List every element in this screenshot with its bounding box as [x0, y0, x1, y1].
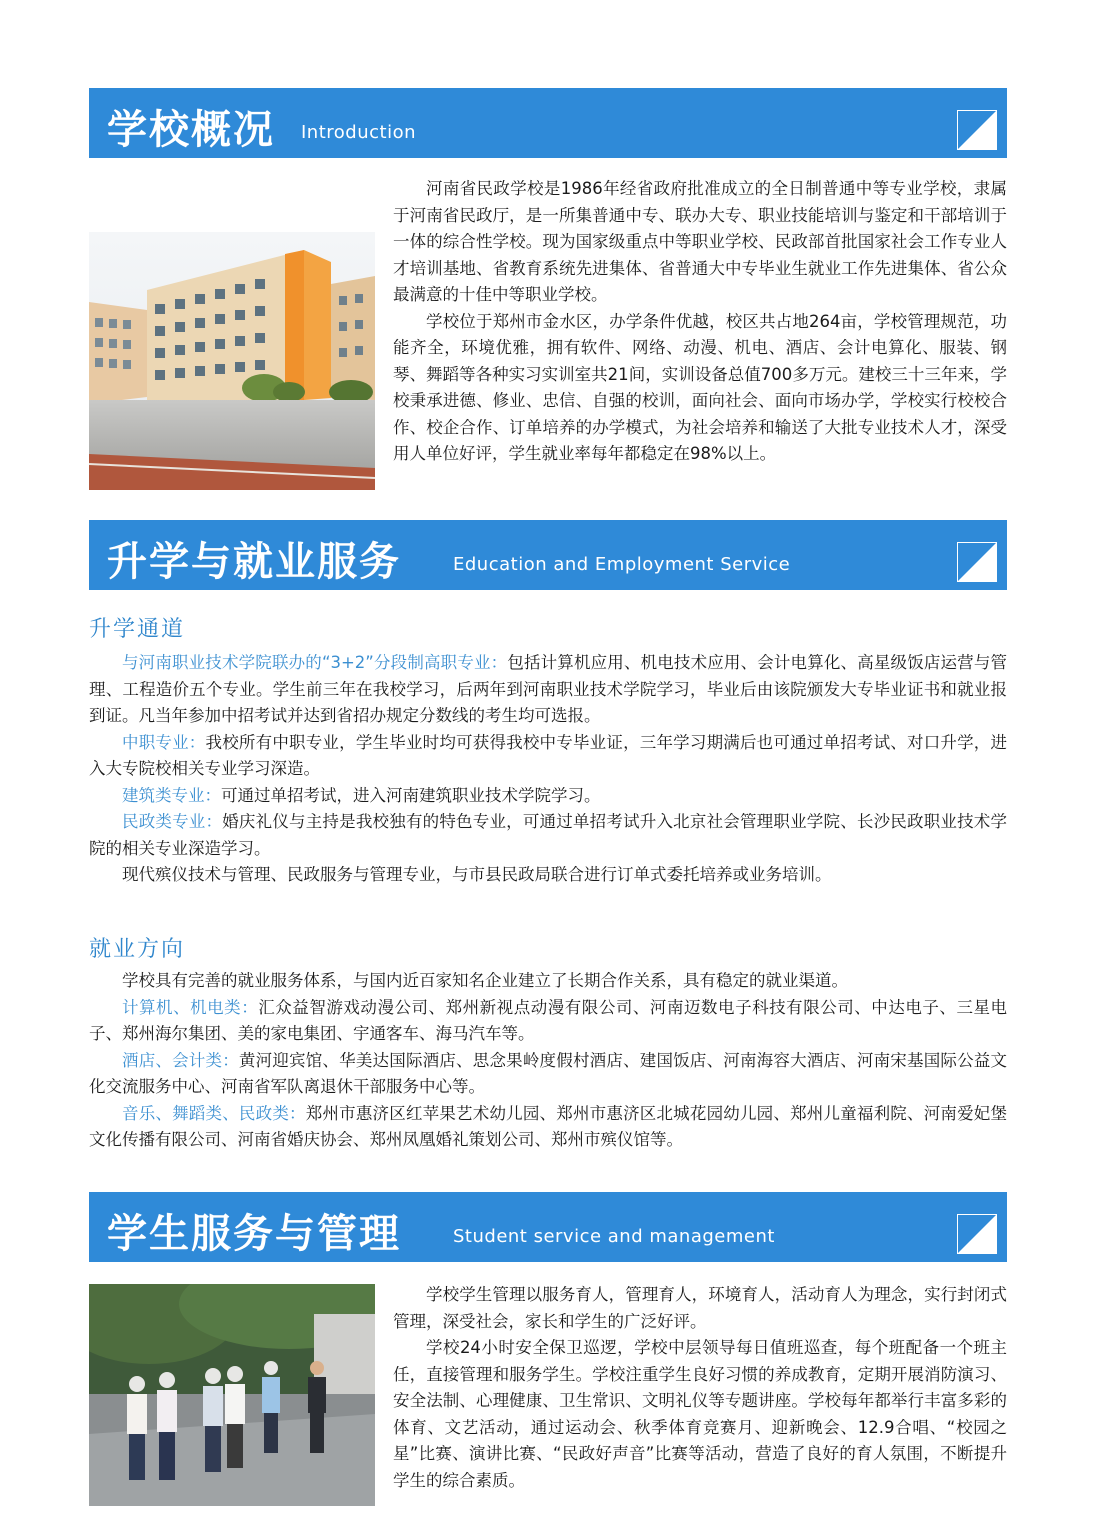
item-text: 汇众益智游戏动漫公司、郑州新视点动漫有限公司、河南迈数电子科技有限公司、中达电子、三星电子、郑州海尔集团、美的家电集团、宇通客车、海马汽车等。: [89, 997, 1008, 1043]
sub-heading-further-study: 升学通道: [89, 617, 186, 642]
item-text: 婚庆礼仪与主持是我校独有的特色专业，可通过单招考试升入北京社会管理职业学院、长沙民政职业技术学院的相关专业深造学习。: [89, 812, 1008, 858]
item-text: 可通过单招考试，进入河南建筑职业技术学院学习。: [221, 785, 601, 805]
section-title-en: Education and Employment Service: [453, 554, 791, 575]
item-text: 黄河迎宾馆、华美达国际酒店、思念果岭度假村酒店、建国饭店、河南海容大酒店、河南宋基国际公益文化交流服务中心、河南省军队离退休干部服务中心等。: [89, 1050, 1008, 1096]
section-banner-student: [89, 1192, 1007, 1262]
further-study-item: [89, 862, 1007, 889]
section-banner-intro: [89, 88, 1007, 158]
further-study-item: [89, 783, 1007, 810]
student-paragraph: 学校24小时安全保卫巡逻，学校中层领导每日值班巡查，每个班配备一个班主任，直接管理和服务学生。学校注重学生良好习惯的养成教育，定期开展消防演习、安全法制、心理健康、卫生常识、文明礼仪等专题讲座。学校每年都举行丰富多彩的体育、文艺活动，通过运动会、秋季体育竞赛月、迎新晚会、12.9合唱、“校园之星”比赛、演讲比赛、“民政好声音”比赛等活动，营造了良好的育人氛围，不断提升学生的综合素质。: [393, 1338, 1007, 1490]
item-label: 中职专业：: [122, 732, 206, 752]
campus-building-photo: [89, 232, 375, 490]
intro-paragraph: 河南省民政学校是1986年经省政府批准成立的全日制普通中等专业学校，隶属于河南省民政厅，是一所集普通中专、联办大专、职业技能培训与鉴定和干部培训于一体的综合性学校。现为国家级重点中等职业学校、民政部首批国家社会工作专业人才培训基地、省教育系统先进集体、省普通大中专毕业生就业工作先进集体、省公众最满意的十佳中等职业学校。: [393, 179, 1007, 304]
triangle-corner-icon: [957, 110, 999, 152]
item-label: 建筑类专业：: [122, 785, 221, 805]
item-label: 计算机、机电类：: [122, 997, 259, 1017]
employment-item: [89, 995, 1007, 1048]
section-title-zh: 学生服务与管理: [107, 1211, 401, 1257]
further-study-item: [89, 809, 1007, 862]
section-title-en: Introduction: [301, 122, 417, 143]
section-title-zh: 升学与就业服务: [107, 539, 401, 585]
item-text: 现代殡仪技术与管理、民政服务与管理专业，与市县民政局联合进行订单式委托培养或业务培训。: [122, 865, 832, 884]
student-service-text: [393, 1282, 1007, 1494]
section-title-zh: 学校概况: [107, 107, 275, 153]
employment-item: [89, 1101, 1007, 1154]
section-title-en: Student service and management: [453, 1226, 775, 1247]
intro-paragraph: 学校位于郑州市金水区，办学条件优越，校区共占地264亩，学校管理规范，功能齐全，环境优雅，拥有软件、网络、动漫、机电、酒店、会计电算化、服装、钢琴、舞蹈等各种实习实训室共21间，实训设备总值700多万元。建校三十三年来，学校秉承进德、修业、忠信、自强的校训，面向社会、面向市场办学，学校实行校校合作、校企合作、订单培养的办学模式，为社会培养和输送了大批专业技术人才，深受用人单位好评，学生就业率每年都稳定在98%以上。: [393, 311, 1007, 463]
further-study-text: [89, 650, 1007, 889]
employment-text: [89, 968, 1007, 1154]
item-label: 酒店、会计类：: [122, 1050, 239, 1070]
inspection-walk-photo: [89, 1284, 375, 1506]
item-text: 我校所有中职专业，学生毕业时均可获得我校中专毕业证，三年学习期满后也可通过单招考试、对口升学，进入大专院校相关专业学习深造。: [89, 732, 1008, 778]
sub-heading-employment: 就业方向: [89, 937, 186, 962]
item-label: 音乐、舞蹈类、民政类：: [122, 1103, 306, 1123]
section-banner-education: [89, 520, 1007, 590]
item-label: 与河南职业技术学院联办的“3+2”分段制高职专业：: [122, 653, 508, 672]
intro-text: [393, 176, 1007, 468]
further-study-item: [89, 730, 1007, 783]
item-text: 郑州市惠济区红苹果艺术幼儿园、郑州市惠济区北城花园幼儿园、郑州儿童福利院、河南爱妃堡文化传播有限公司、河南省婚庆协会、郑州凤凰婚礼策划公司、郑州市殡仪馆等。: [89, 1103, 1008, 1149]
student-paragraph: 学校学生管理以服务育人，管理育人，环境育人，活动育人为理念，实行封闭式管理，深受社会，家长和学生的广泛好评。: [393, 1285, 1007, 1331]
item-text: 包括计算机应用、机电技术应用、会计电算化、高星级饭店运营与管理、工程造价五个专业。学生前三年在我校学习，后两年到河南职业技术学院学习，毕业后由该院颁发大专毕业证书和就业报到证。凡当年参加中招考试并达到省招办规定分数线的考生均可选报。: [89, 653, 1007, 725]
employment-item: [89, 1048, 1007, 1101]
triangle-corner-icon: [957, 542, 999, 584]
item-label: 民政类专业：: [122, 812, 223, 831]
triangle-corner-icon: [957, 1214, 999, 1256]
employment-intro: 学校具有完善的就业服务体系，与国内近百家知名企业建立了长期合作关系，具有稳定的就业渠道。: [122, 971, 848, 990]
further-study-item: [89, 650, 1007, 730]
